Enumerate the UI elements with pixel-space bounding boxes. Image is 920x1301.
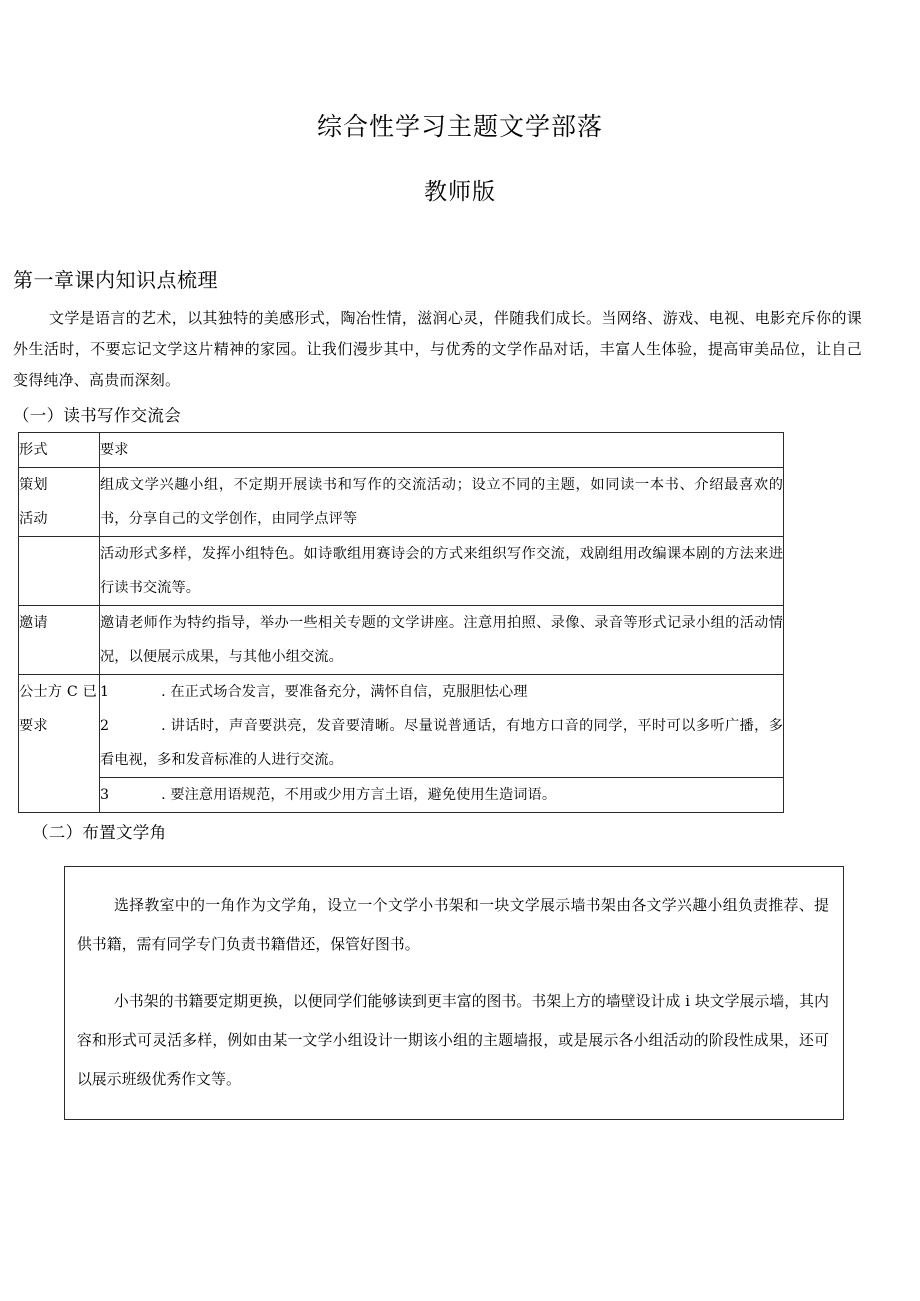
requirement-text: 活动形式多样，发挥小组特色。如诗歌组用赛诗会的方式来组织写作交流，戏剧组用改编课本剧的方法来进行读书交流等。 (100, 545, 783, 596)
form-label-line: 公士方 C 已 (19, 683, 98, 700)
requirement-text: 组成文学兴趣小组，不定期开展读书和写作的交流活动；设立不同的主题，如同读一本书、介绍最喜欢的书，分享自己的文学创作，由同学点评等 (100, 476, 783, 527)
numbered-item (100, 675, 783, 709)
table-header-requirement: 要求 (100, 432, 784, 467)
box-paragraph: 选择教室中的一角作为文学角，设立一个文学小书架和一块文学展示墙书架由各文学兴趣小组负责推荐、提供书籍，需有同学专门负责书籍借还，保管好图书。 (77, 897, 829, 954)
section-two-heading: （二）布置文学角 (32, 822, 167, 842)
table-cell-form (19, 777, 100, 812)
table-header-row (19, 432, 784, 467)
document-title: 综合性学习主题文学部落 (316, 112, 603, 141)
item-number: 1 (100, 683, 110, 700)
document-subtitle: 教师版 (424, 179, 496, 205)
table-cell-requirement (100, 605, 784, 674)
literature-corner-box (64, 866, 844, 1120)
table-cell-form (19, 605, 100, 674)
table-cell-requirement (100, 777, 784, 812)
item-number: 2 (100, 717, 110, 734)
table-row (19, 777, 784, 812)
table-header-form: 形式 (19, 432, 100, 467)
table-row (19, 536, 784, 605)
requirements-table-wrap (0, 427, 920, 813)
intro-paragraph: 文学是语言的艺术，以其独特的美感形式，陶冶性情，滋润心灵，伴随我们成长。当网络、游戏、电视、电影充斥你的课外生活时，不要忘记文学这片精神的家园。让我们漫步其中，与优秀的文学作品对话，丰富人生体验，提高审美品位，让自己变得纯净、高贵而深刻。 (13, 308, 862, 389)
form-label-line: 策划 (19, 476, 48, 493)
table-cell-form (19, 467, 100, 536)
table-cell-requirement (100, 536, 784, 605)
requirement-text: 邀请老师作为特约指导，举办一些相关专题的文学讲座。注意用拍照、录像、录音等形式记录小组的活动情况，以便展示成果，与其他小组交流。 (100, 614, 783, 665)
requirements-table (18, 432, 784, 813)
chapter-heading: 第一章课内知识点梳理 (13, 267, 218, 292)
table-row (19, 467, 784, 536)
item-text: . 要注意用语规范，不用或少用方言土语，避免使用生造词语。 (161, 786, 557, 803)
form-label-line: 邀请 (19, 614, 48, 631)
literature-corner-block (0, 866, 920, 1120)
item-text: . 讲话时，声音要洪亮，发音要清晰。尽量说普通话，有地方口音的同学，平时可以多听广播，多看电视，多和发音标准的人进行交流。 (100, 717, 783, 768)
numbered-item (100, 778, 783, 812)
section-one-heading: （一）读书写作交流会 (13, 405, 181, 425)
table-row (19, 605, 784, 674)
table-cell-form (19, 536, 100, 605)
table-cell-requirement (100, 467, 784, 536)
item-number: 3 (100, 786, 110, 803)
item-text: . 在正式场合发言，要准备充分，满怀自信，克服胆怯心理 (161, 683, 528, 700)
numbered-item (100, 709, 783, 777)
table-cell-requirement (100, 674, 784, 777)
form-label-line: 活动 (19, 510, 48, 527)
table-cell-form (19, 674, 100, 777)
form-label-line: 要求 (19, 717, 48, 734)
table-row (19, 674, 784, 777)
box-paragraph: 小书架的书籍要定期更换，以便同学们能够读到更丰富的图书。书架上方的墙壁设计成 i 块文学展示墙，其内容和形式可灵活多样，例如由某一文学小组设计一期该小组的主题墙报，或是展示各小组活动的阶段性成果，还可以展示班级优秀作文等。 (77, 993, 829, 1089)
